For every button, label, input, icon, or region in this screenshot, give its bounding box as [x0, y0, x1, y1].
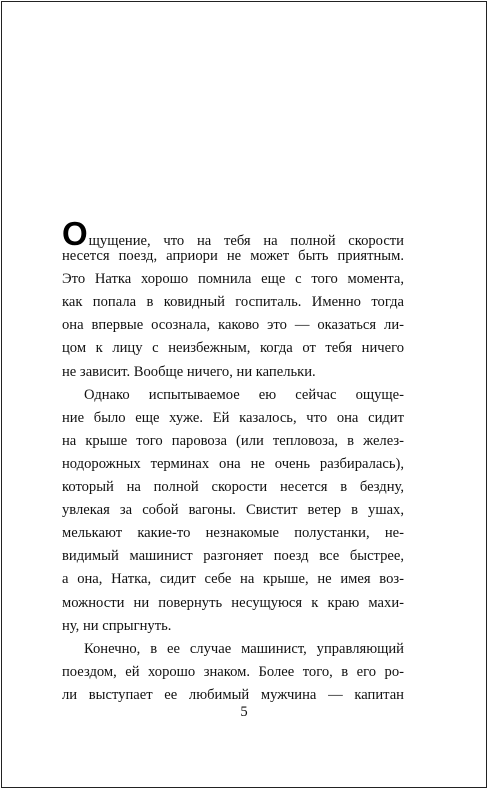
paragraph-line: несется поезд, априори не может быть приятным.: [62, 248, 404, 265]
paragraph-line: на крыше того паровоза (или тепловоза, в желез-: [62, 432, 404, 449]
paragraph-line: ли выступает ее любимый мужчина — капитан: [62, 686, 404, 703]
body-text: [62, 215, 404, 707]
paragraph-3: [62, 638, 404, 707]
paragraph-line: видимый машинист разгоняет поезд все быстрее,: [62, 548, 404, 565]
paragraph-2: [62, 384, 404, 638]
paragraph-line: поездом, ей хорошо знаком. Более того, в его ро-: [62, 663, 404, 680]
page-number: 5: [240, 704, 248, 720]
paragraph-line: Однако испытываемое ею сейчас ощуще-: [84, 386, 404, 403]
paragraph-line: Конечно, в ее случае машинист, управляющий: [84, 640, 404, 657]
paragraph-line: можности ни повернуть несущуюся к краю махи-: [62, 594, 404, 611]
paragraph-line: [62, 215, 404, 252]
paragraph-line: который на полной скорости несется в бездну,: [62, 479, 404, 496]
paragraph-line: она впервые осознала, каково это — оказаться ли-: [62, 317, 404, 334]
paragraph-line: а она, Натка, сидит себе на крыше, не имея воз-: [62, 571, 404, 588]
paragraph-line: как попала в ковидный госпиталь. Именно тогда: [62, 294, 404, 311]
paragraph-line: нодорожных терминах она не очень разбиралась),: [62, 455, 404, 472]
paragraph-line: ние было еще хуже. Ей казалось, что она сидит: [62, 409, 404, 426]
paragraph-1: [62, 215, 404, 384]
paragraph-line: ну, ни спрыгнуть.: [62, 617, 172, 634]
paragraph-line-text: щущение, что на тебя на полной скорости: [88, 233, 404, 249]
paragraph-line: мелькают какие-то незнакомые полустанки, не-: [62, 525, 404, 542]
drop-cap-letter: О: [62, 215, 88, 252]
paragraph-line: Это Натка хорошо помнила еще с того момента,: [62, 271, 404, 288]
paragraph-line: цом к лицу с неизбежным, когда от тебя ничего: [62, 340, 404, 357]
paragraph-line: увлекая за собой вагоны. Свистит ветер в ушах,: [62, 502, 404, 519]
book-page: [1, 1, 487, 788]
paragraph-line: не зависит. Вообще ничего, ни капельки.: [62, 363, 316, 380]
